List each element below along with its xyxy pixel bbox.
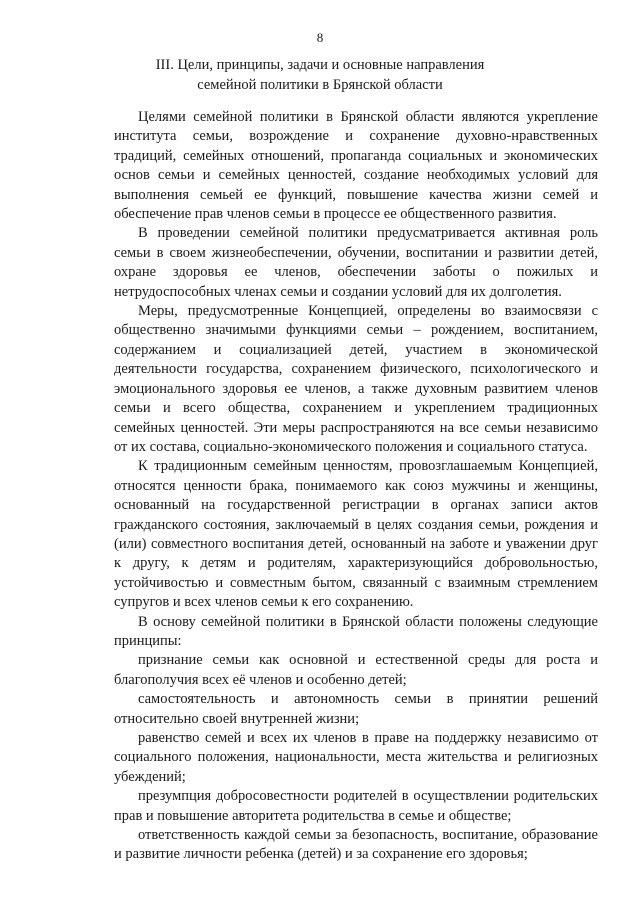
- principle-item: самостоятельность и автономность семьи в принятии решений относительно своей внутренней жизни;: [114, 691, 598, 727]
- principle-item: равенство семей и всех их членов в праве на поддержку независимо от социального положения, национальности, места жительства и религиозных убеждений;: [114, 730, 598, 785]
- principle-item: признание семьи как основной и естественной среды для роста и благополучия всех её членов и особенно детей;: [114, 652, 598, 688]
- section-heading: [80, 55, 560, 95]
- section-heading-line-2: семейной политики в Брянской области: [197, 77, 443, 93]
- paragraph-family-role: В проведении семейной политики предусматривается активная роль семьи в своем жизнеобеспечении, обучении, воспитании и развитии детей, охране здоровья ее членов, обеспечении заботы о пожилых и нетрудоспособных членах семьи и создании условий для их долголетия.: [114, 225, 598, 300]
- paragraph-principles-intro: В основу семейной политики в Брянской области положены следующие принципы:: [114, 613, 598, 649]
- paragraph-goals: Целями семейной политики в Брянской области являются укрепление института семьи, возрождение и сохранение духовно-нравственных традиций, семейных отношений, пропаганда социальных и экономических основ семьи и семейных ценностей, создание необходимых условий для выполнения семьей ее функций, повышение качества жизни семей и обеспечение прав членов семьи в процессе ее общественного развития.: [114, 109, 598, 223]
- paragraph-traditional-values: К традиционным семейным ценностям, провозглашаемым Концепцией, относятся ценности брака, понимаемого как союз мужчины и женщины, основанный на государственной регистрации в органах записи актов гражданского состояния, заключаемый в целях создания семьи, рождения и (или) совместного воспитания детей, основанный на заботе и уважении друг к другу, к детям и родителям, характеризующийся добровольностью, устойчивостью и совместным бытом, связанный с взаимным стремлением супругов и всех членов семьи к его сохранению.: [114, 458, 598, 611]
- principle-item: презумпция добросовестности родителей в осуществлении родительских прав и повышение авторитета родительства в семье и обществе;: [114, 788, 598, 824]
- section-heading-line-1: III. Цели, принципы, задачи и основные направления: [155, 57, 485, 73]
- principle-item: ответственность каждой семьи за безопасность, воспитание, образование и развитие личности ребенка (детей) и за сохранение его здоровья;: [114, 827, 598, 863]
- page-number: 8: [316, 30, 324, 45]
- body-text: [114, 108, 598, 865]
- paragraph-measures: Меры, предусмотренные Концепцией, определены во взаимосвязи с общественно значимыми функциями семьи – рождением, воспитанием, содержанием и социализацией детей, участием в экономической деятельности государства, сохранением физического, психологического и эмоционального здоровья ее членов, а также духовным развитием членов семьи и всего общества, сохранением и укреплением традиционных семейных ценностей. Эти меры распространяются на все семьи независимо от их состава, социально-экономического положения и социального статуса.: [114, 303, 598, 455]
